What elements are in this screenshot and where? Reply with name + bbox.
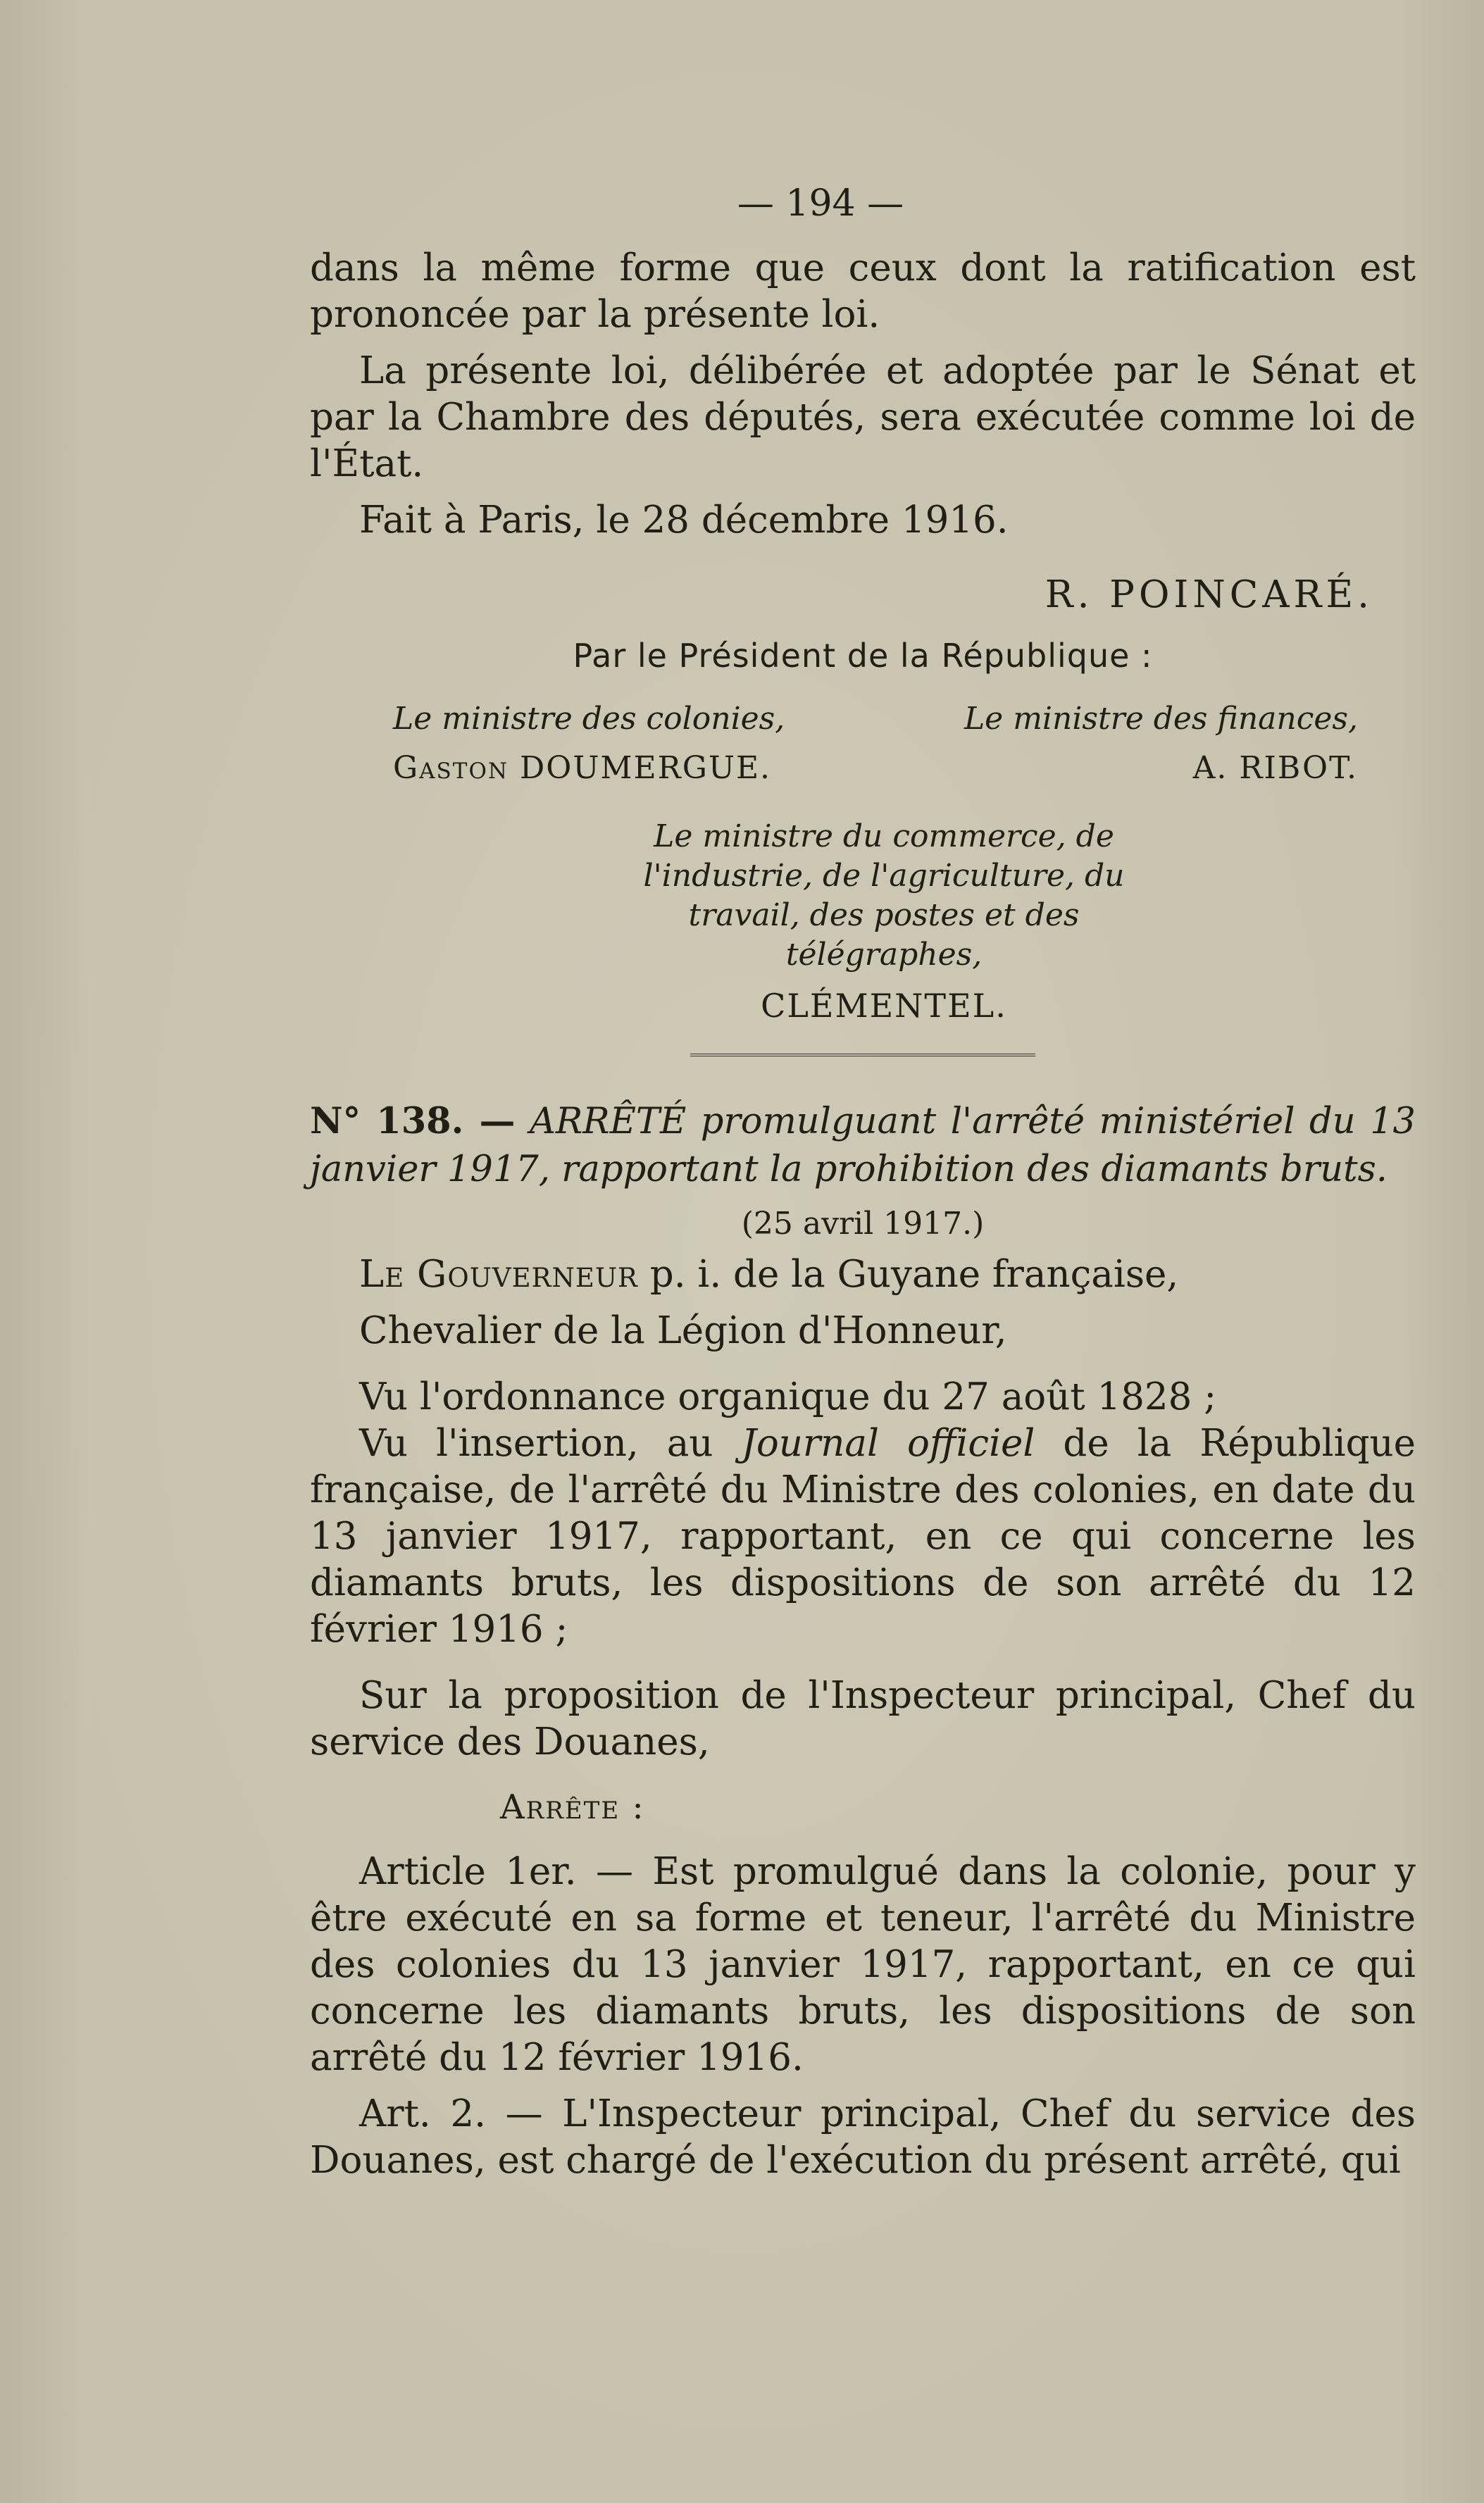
signature-president: R. POINCARÉ. [1045, 573, 1373, 616]
minister-finances [964, 694, 1358, 793]
minister-colonies [393, 694, 785, 793]
minister-finances-name: A. RIBOT. [1192, 750, 1358, 786]
minister-colonies-title: Le ministre des colonies, [393, 701, 785, 737]
document-page [310, 169, 1416, 2184]
article-2-text: L'Inspecteur principal, Chef du service des Douanes, est chargé de l'exécution du présent arrêté, qui [310, 2092, 1416, 2182]
article-2 [310, 2091, 1416, 2184]
governor-title: Le Gouverneur [359, 1253, 638, 1296]
decree-number: N° 138. — [310, 1100, 516, 1142]
paragraph-execution: La présente loi, délibérée et adoptée par le Sénat et par la Chambre des députés, sera exécutée comme loi de l'État. [310, 349, 1416, 485]
vu-insertion-b: de la République française, de l'arrêté du Ministre des colonies, en date du 13 janvier 1917, rapportant, en ce qui concerne les diamants bruts, les dispositions de son arrêté du 12 février 1916 ; [310, 1422, 1416, 1651]
decree-heading [310, 1097, 1416, 1194]
page-number: — 194 — [737, 182, 904, 225]
paragraph-continuation: dans la même forme que ceux dont la ratification est prononcée par la présente loi. [310, 246, 1416, 336]
decree-title: ARRÊTÉ promulguant l'arrêté ministériel du 13 janvier 1917, rapportant la prohibition des diamants bruts. [310, 1101, 1416, 1190]
minister-commerce [560, 817, 1166, 1027]
minister-finances-title: Le ministre des finances, [964, 701, 1358, 737]
vu-insertion-a: Vu l'insertion, au [359, 1422, 742, 1465]
governor-line [310, 1252, 1416, 1298]
paragraph-date-place: Fait à Paris, le 28 décembre 1916. [359, 499, 1009, 542]
article-1 [310, 1849, 1416, 2081]
governor-chevalier: Chevalier de la Légion d'Honneur, [359, 1309, 1007, 1352]
article-1-label: Article 1er. — [359, 1850, 634, 1893]
minister-colonies-name: Gaston DOUMERGUE. [393, 750, 772, 786]
article-1-text: Est promulgué dans la colonie, pour y être exécuté en sa forme et teneur, l'arrêté du Ministre des colonies du 13 janvier 1917, rapportant, en ce qui concerne les diamants bruts, les dispositions de son arrêté du 12 février 1916. [310, 1850, 1416, 2079]
vu-insertion [310, 1421, 1416, 1653]
par-le-president: Par le Président de la République : [573, 637, 1153, 675]
sur-proposition: Sur la proposition de l'Inspecteur principal, Chef du service des Douanes, [310, 1674, 1416, 1764]
vu-ordonnance: Vu l'ordonnance organique du 27 août 1828 ; [359, 1375, 1217, 1418]
section-divider [690, 1054, 1035, 1056]
decree-date: (25 avril 1917.) [741, 1206, 985, 1242]
article-2-label: Art. 2. — [359, 2092, 543, 2135]
journal-officiel: Journal officiel [741, 1422, 1035, 1465]
minister-commerce-name: CLÉMENTEL. [761, 987, 1007, 1025]
minister-commerce-title: Le ministre du commerce, de l'industrie, de l'agriculture, du travail, des postes et des télégraphes, [643, 818, 1125, 973]
governor-rest: p. i. de la Guyane française, [637, 1253, 1179, 1296]
ministers-block [393, 694, 1358, 793]
arrete-heading: Arrête : [500, 1787, 645, 1827]
